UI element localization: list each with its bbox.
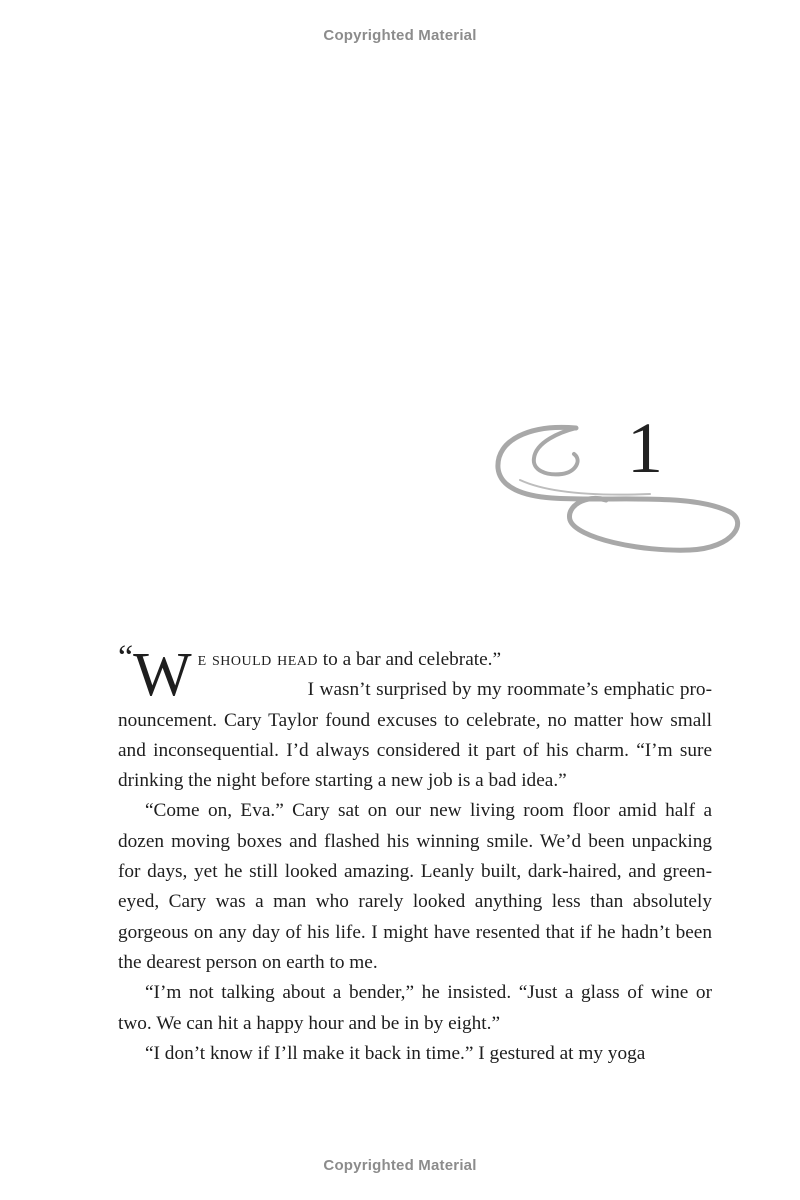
chapter-body [118,639,712,1069]
opening-smallcaps: e should head [197,649,318,670]
opening-rest: to a bar and celebrate.” [317,649,502,670]
drop-cap [118,639,192,709]
paragraph: “Come on, Eva.” Cary sat on our new living room floor amid half a dozen moving boxes and flashed his winning smile. We’d been unpacking for days, yet he still looked amazing. Leanly built, dark-haired, and green-eyed, Cary was a man who rarely looked anything less than absolutely gorgeous on any day of his life. I might have resented that if he hadn’t been the dearest person on earth to me. [118,800,712,973]
opening-paragraph [118,639,712,709]
paragraph: “I’m not talking about a bender,” he insisted. “Just a glass of wine or two. We can hit a happy hour and be in by eight.” [118,982,712,1034]
copyright-watermark-bottom: Copyrighted Material [323,1157,477,1174]
paragraph: “I don’t know if I’ll make it back in time.” I gestured at my yoga [145,1042,646,1064]
drop-cap-letter: W [133,641,192,709]
chapter-number: 1 [627,408,663,488]
paragraph: I wasn’t surprised by my roommate’s emphatic pronouncement. Cary Taylor found excuses to celebrate, no matter how small and inconsequential. I’d always considered it part of his charm. “I’m sure drinking the night before starting a new job is a bad idea.” [118,679,712,792]
copyright-watermark-top: Copyrighted Material [323,27,477,44]
drop-cap-quote: “ [118,639,134,676]
